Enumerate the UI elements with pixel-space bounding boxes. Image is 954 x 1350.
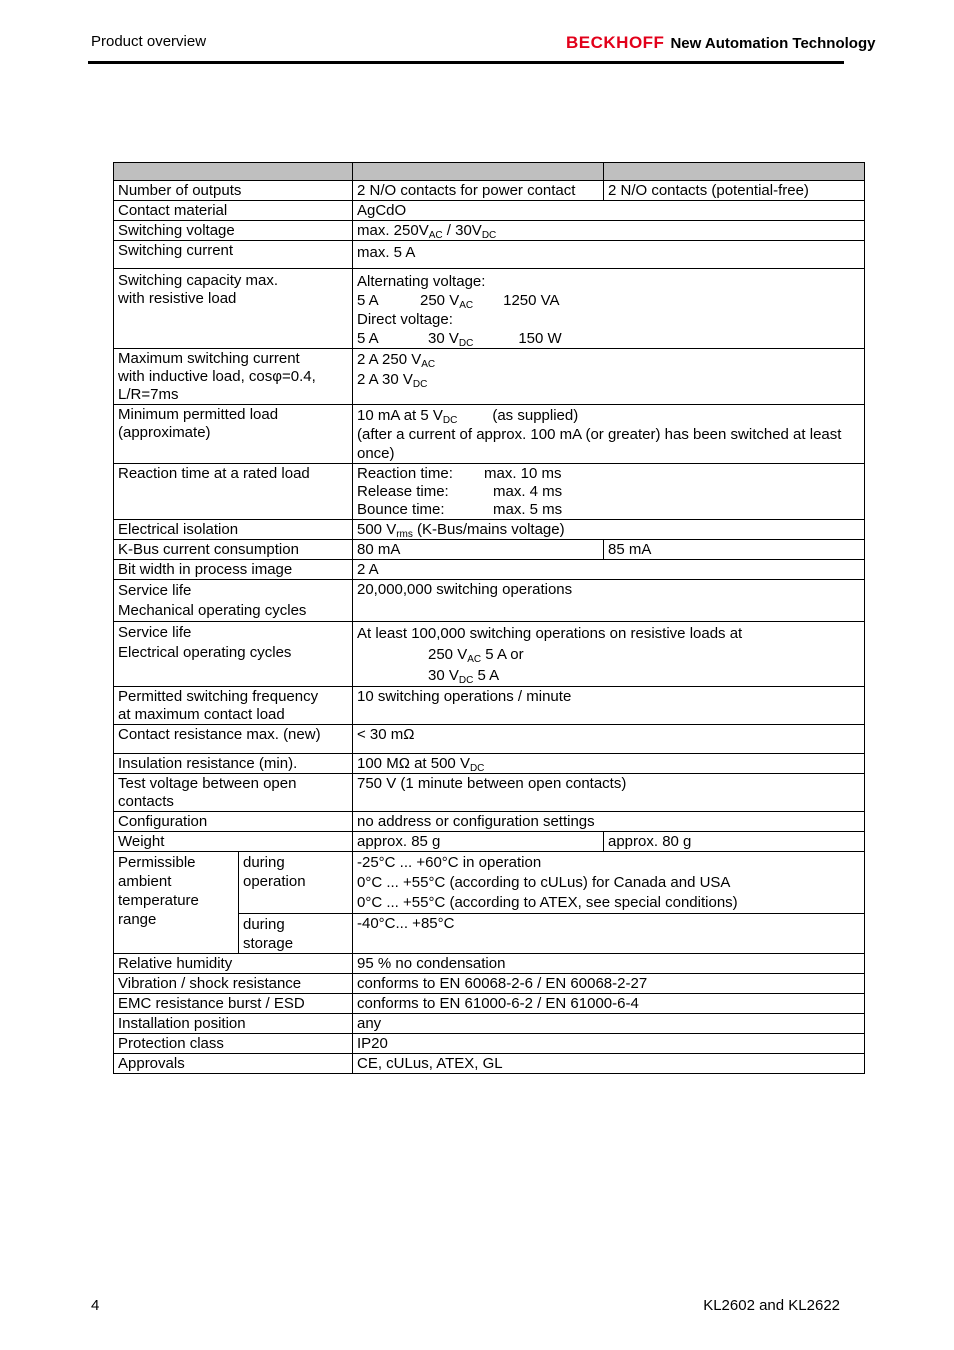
row-value: 10 switching operations / minute <box>353 687 865 725</box>
header-rule <box>88 61 844 64</box>
row-value: 2 A 250 $V_{AC}$ 2 A 30 $V_{DC}$ <box>353 349 865 405</box>
page-number: 4 <box>91 1297 100 1314</box>
table-row <box>114 994 865 1014</box>
row-value: Reaction time: max. 10 ms Release time: max. 4 ms Bounce time: max. 5 ms <box>353 464 865 520</box>
row-value: 2 N/O contacts for power contact <box>353 181 604 201</box>
row-value: AgCdO <box>353 201 865 221</box>
row-value: conforms to EN 60068-2-6 / EN 60068-2-27 <box>353 974 865 994</box>
table-row <box>114 580 865 622</box>
table-row <box>114 241 865 269</box>
row-value: any <box>353 1014 865 1034</box>
table-row <box>114 725 865 754</box>
row-label: Contact resistance max. (new) <box>114 725 353 754</box>
row-label: Contact material <box>114 201 353 221</box>
row-value: CE, cULus, ATEX, GL <box>353 1054 865 1074</box>
table-row <box>114 774 865 812</box>
row-value: no address or configuration settings <box>353 812 865 832</box>
row-label: K-Bus current consumption <box>114 540 353 560</box>
table-row <box>114 832 865 852</box>
row-label: Maximum switching current with inductive load, cosφ=0.4, L/R=7ms <box>114 349 353 405</box>
row-label: Electrical isolation <box>114 520 353 540</box>
table-row <box>114 269 865 349</box>
row-label: Protection class <box>114 1034 353 1054</box>
row-label: Service life Mechanical operating cycles <box>114 580 353 622</box>
row-value: approx. 85 g <box>353 832 604 852</box>
table-row <box>114 622 865 687</box>
header-cell <box>114 163 353 181</box>
row-label: Approvals <box>114 1054 353 1074</box>
row-value: 95 % no condensation <box>353 954 865 974</box>
table-row <box>114 1014 865 1034</box>
row-label: Switching current <box>114 241 353 269</box>
document-title: KL2602 and KL2622 <box>703 1297 840 1314</box>
row-value: max. $250V_{AC} / 30V_{DC}$ <box>353 221 865 241</box>
row-label: Number of outputs <box>114 181 353 201</box>
table-row <box>114 852 865 914</box>
row-sublabel: during operation <box>239 852 353 914</box>
table-row <box>114 687 865 725</box>
table-row <box>114 540 865 560</box>
header-cell <box>604 163 865 181</box>
row-value: < 30 mΩ <box>353 725 865 754</box>
row-value: 85 mA <box>604 540 865 560</box>
table-row <box>114 812 865 832</box>
row-label: Bit width in process image <box>114 560 353 580</box>
row-value: -25°C ... +60°C in operation 0°C ... +55°C (according to cULus) for Canada and USA 0°C ... +55°C (according to ATEX, see special conditions) <box>353 852 865 914</box>
row-label: Vibration / shock resistance <box>114 974 353 994</box>
row-label: Configuration <box>114 812 353 832</box>
table-row <box>114 221 865 241</box>
row-label: Switching capacity max. with resistive load <box>114 269 353 349</box>
row-value: -40°C... +85°C <box>353 914 865 954</box>
section-title: Product overview <box>91 33 207 50</box>
row-value: At least 100,000 switching operations on resistive loads at 250 $V_{AC}$ 5 A or 30 $V_{DC}$ 5 A <box>353 622 865 687</box>
table-row <box>114 974 865 994</box>
table-row <box>114 349 865 405</box>
table-row <box>114 754 865 774</box>
row-value: 750 V (1 minute between open contacts) <box>353 774 865 812</box>
row-value: 2 A <box>353 560 865 580</box>
table-row <box>114 1034 865 1054</box>
row-label: Weight <box>114 832 353 852</box>
table-row <box>114 954 865 974</box>
header-cell <box>353 163 604 181</box>
row-value: 500 $V_{rms}$ (K-Bus/mains voltage) <box>353 520 865 540</box>
row-label: Reaction time at a rated load <box>114 464 353 520</box>
table-row <box>114 464 865 520</box>
row-value: 20,000,000 switching operations <box>353 580 865 622</box>
row-value: 100 MΩ at 500 $V_{DC}$ <box>353 754 865 774</box>
table-row <box>114 1054 865 1074</box>
row-label: Relative humidity <box>114 954 353 974</box>
brand-tagline: New Automation Technology <box>670 35 876 52</box>
technical-data-table <box>113 162 865 1074</box>
row-label: Permissible ambient temperature range <box>114 852 239 954</box>
row-label: Installation position <box>114 1014 353 1034</box>
row-value: approx. 80 g <box>604 832 865 852</box>
row-value: 10 mA at 5 $V_{DC}$ (as supplied) (after a current of approx. 100 mA (or greater) has been switched at least once) <box>353 405 865 464</box>
brand-name: BECKHOFF <box>566 33 665 52</box>
row-label: EMC resistance burst / ESD <box>114 994 353 1014</box>
table-row <box>114 405 865 464</box>
row-label: Permitted switching frequency at maximum contact load <box>114 687 353 725</box>
row-value: Alternating voltage: 5 A 250 $V_{AC}$ 1250 VA Direct voltage: 5 A 30 $V_{DC}$ 150 W <box>353 269 865 349</box>
row-label: Minimum permitted load (approximate) <box>114 405 353 464</box>
table-row <box>114 201 865 221</box>
row-label: Test voltage between open contacts <box>114 774 353 812</box>
row-value: 2 N/O contacts (potential-free) <box>604 181 865 201</box>
row-value: IP20 <box>353 1034 865 1054</box>
table-row <box>114 181 865 201</box>
brand-logo <box>566 33 875 53</box>
row-label: Switching voltage <box>114 221 353 241</box>
table-row <box>114 520 865 540</box>
row-sublabel: during storage <box>239 914 353 954</box>
table-header-row <box>114 163 865 181</box>
row-value: conforms to EN 61000-6-2 / EN 61000-6-4 <box>353 994 865 1014</box>
table-row <box>114 560 865 580</box>
row-value: max. 5 A <box>353 241 865 269</box>
row-label: Service life Electrical operating cycles <box>114 622 353 687</box>
row-value: 80 mA <box>353 540 604 560</box>
row-label: Insulation resistance (min). <box>114 754 353 774</box>
